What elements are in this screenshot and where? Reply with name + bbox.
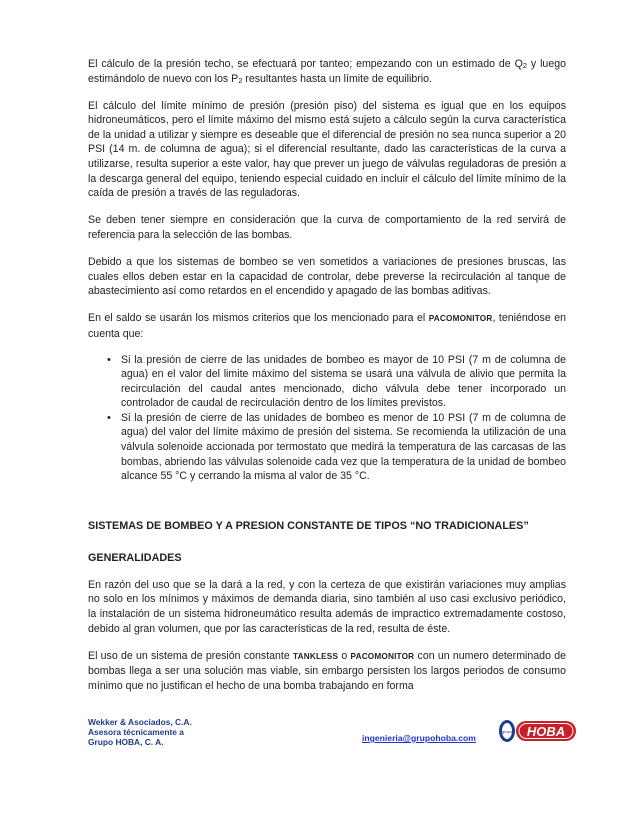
- footer-advisory-line: Asesora técnicamente a: [88, 727, 184, 738]
- footer-group-name: Grupo HOBA, C. A.: [88, 737, 164, 748]
- footer-company-block: [88, 717, 192, 748]
- hoba-logo-icon: [498, 718, 578, 744]
- subscript: 2: [522, 61, 527, 70]
- paragraph-text: El uso de un sistema de presión constante: [88, 649, 294, 662]
- logo-text: HOBA: [526, 724, 566, 739]
- paragraph-variaciones-presion: Debido a que los sistemas de bombeo se ven sometidos a variaciones de presiones bruscas, las cuales ellos deben estar en la capacidad de controlar, debe preverse la recirculación al tanque de abastecimiento así como retardos en el encendido y apagado de las bombas aditivas.: [88, 256, 566, 298]
- footer-email-link[interactable]: ingenieria@grupohoba.com: [362, 733, 476, 743]
- paragraph-presion-constante: [88, 649, 566, 694]
- paragraph-uso-red: En razón del uso que se la dará a la red, y con la certeza de que existirán variaciones muy amplias no solo en los mínimos y máximos de demanda diaria, sino también al uso casi exclusivo periódico, la instalación de un sistema hidroneumático resulta además de impractico extremadamente costoso, debido al gran volumen, que por las características de la red, resulta de éste.: [88, 578, 566, 635]
- brand-pacomonitor: PACOMONITOR: [350, 651, 415, 661]
- footer-company-name: Wekker & Asociados, C.A.: [88, 717, 192, 727]
- paragraph-text: resultantes hasta un límite de equilibrio.: [242, 72, 432, 85]
- subsection-heading: GENERALIDADES: [88, 551, 182, 564]
- bullet-icon: •: [107, 411, 111, 424]
- section-heading: SISTEMAS DE BOMBEO Y A PRESION CONSTANTE DE TIPOS “NO TRADICIONALES”: [88, 519, 529, 532]
- brand-tankless: TANKLESS: [293, 651, 339, 661]
- bullet-list: [88, 353, 566, 484]
- paragraph-text: y luego estimándolo de nuevo con los P: [88, 58, 566, 85]
- paragraph-limite-minimo: El cálculo del límite mínimo de presión (presión piso) del sistema es igual que en los equipos hidroneumáticos, pero el límite máximo del mismo está sujeto a cálculo según la curva característica de la unidad a utilizar y siempre es deseable que el diferencial de presión no sea nunca superior a 20 PSI (14 m. de columna de agua); si el diferencial resultante, dado las características de la curva a utilizarse, resulta superior a este valor, hay que prever un juego de válvulas reguladoras de presión a la descarga general del equipo, teniendo especial cuidado en incluir el cálculo del límite mínimo de la caída de presión a través de las reguladoras.: [88, 99, 566, 200]
- list-item-text: Si la presión de cierre de las unidades de bombeo es menor de 10 PSI (7 m de columna de agua) del valor del límite máximo de presión del sistema. Se recomienda la utilización de una válvula solenoide accionada por termostato que medirá la temperatura de las carcasas de las bombas, abriendo las válvulas solenoide cada vez que la temperatura de la unidad de bombeo alcance 55 °C y cerrando la misma al valor de 35 °C.: [121, 411, 566, 483]
- paragraph-text: En el saldo se usarán los mismos criterios que los mencionado para el: [88, 312, 429, 325]
- page-footer: [88, 717, 566, 747]
- bullet-icon: •: [107, 353, 111, 366]
- paragraph-text: El cálculo de la presión techo, se efectuará por tanteo; empezando con un estimado de Q: [88, 58, 523, 70]
- brand-pacomonitor: PACOMONITOR: [428, 314, 493, 324]
- list-item-text: Si la presión de cierre de las unidades de bombeo es mayor de 10 PSI (7 m de columna de agua) en el valor del limite máximo del sistema se usará una válvula de alivio que permita la recirculación del caudal antes mencionado, dicho válvula debe tener incorporado un controlador de caudal de recirculación dentro de los límites previstos.: [121, 353, 566, 410]
- document-body: [88, 57, 566, 706]
- paragraph-curva-comportamiento: Se deben tener siempre en consideración que la curva de comportamiento de la red servirá de referencia para la selección de las bombas.: [88, 214, 566, 241]
- logo-small-text: grupo: [501, 729, 513, 734]
- list-item: [107, 411, 566, 484]
- paragraph-saldo: [88, 311, 566, 341]
- paragraph-text: o: [338, 649, 351, 662]
- paragraph-text: con un numero determinado de bombas llega a ser una solución mas viable, sin embargo persisten los largos periodos de consumo mínimo que no justifican el hecho de una bomba trabajando en forma: [88, 649, 566, 692]
- subscript: 2: [238, 75, 243, 85]
- paragraph-presion-techo: [88, 57, 566, 86]
- list-item: [107, 353, 566, 411]
- paragraph-text: , teniéndose en cuenta que:: [88, 312, 567, 340]
